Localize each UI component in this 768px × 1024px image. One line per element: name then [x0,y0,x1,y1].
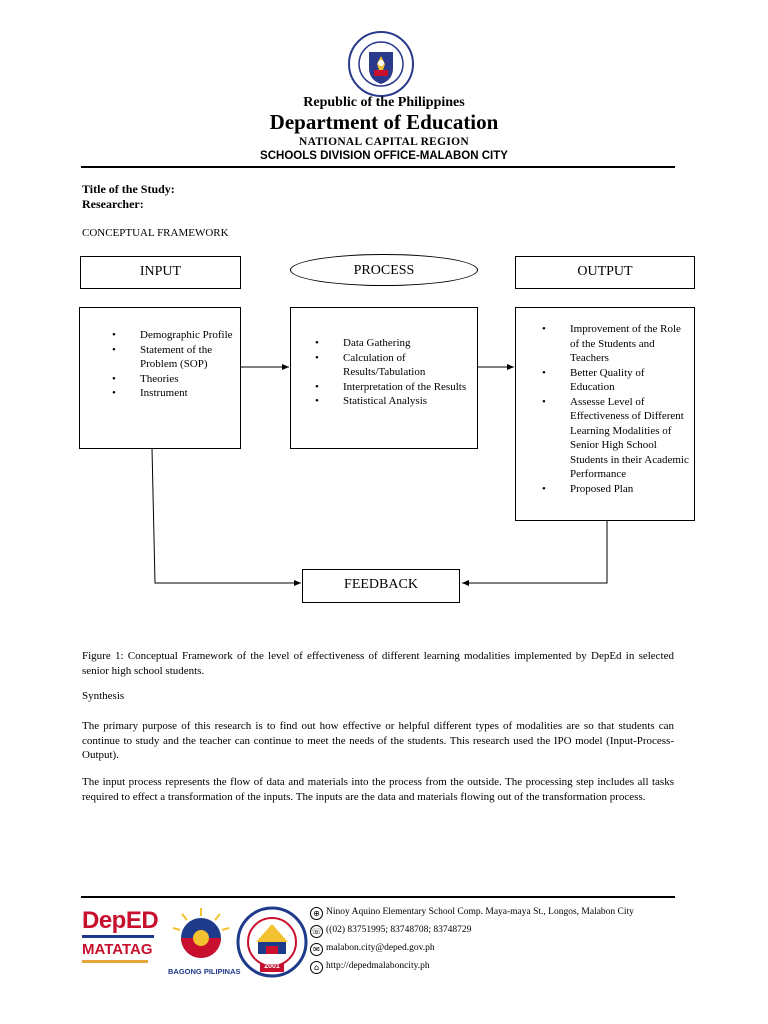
process-item: • Data Gathering [311,336,471,351]
body-paragraph: The input process represents the flow of data and materials into the process from the outside. The processing step includes all tasks required to effect a transformation of the inputs. The inputs are the data and materials flowing out of the transformation process. [82,776,674,803]
footer-email: malabon.city@deped.gov.ph [326,943,435,953]
input-item: • Statement of the Problem (SOP) [108,343,234,372]
body-paragraph: The primary purpose of this research is to find out how effective or helpful different types of modalities are so that students can continue to study and the teacher can continue to meet the needs of the students. This research used the IPO model (Input-Process-Output). [82,720,674,761]
input-list [108,328,234,401]
input-item: • Demographic Profile [108,328,234,343]
matatag-logo-text: MATATAG [82,941,153,958]
bagong-pilipinas-text: BAGONG PILIPINAS [168,967,241,976]
footer-address: Ninoy Aquino Elementary School Comp. Maya-maya St., Longos, Malabon City [326,907,634,917]
output-item: • Assesse Level of Effectiveness of Different Learning Modalities of Senior High School Students in their Academic Performance [538,395,690,482]
input-header-box [80,256,241,289]
phone-icon: ☏ [311,927,322,936]
input-item: • Instrument [108,386,234,401]
process-box [290,307,478,449]
arrow-output-to-feedback [462,521,607,583]
arrow-input-to-feedback [152,448,301,583]
header-department: Department of Education [269,110,499,134]
website-icon: ⌂ [310,961,323,974]
output-item: • Proposed Plan [538,482,690,497]
footer-phone: ((02) 83751995; 83748708; 83748729 [326,925,472,935]
header-republic: Republic of the Philippines [303,95,465,110]
figure-caption: Figure 1: Conceptual Framework of the level of effectiveness of different learning modalities implemented by DepEd in selected senior high school students. [82,650,674,677]
matatag-tagline-bar [82,960,148,963]
header-division: SCHOOLS DIVISION OFFICE-MALABON CITY [260,150,508,162]
section-title: CONCEPTUAL FRAMEWORK [82,227,229,239]
sdo-seal-year: 2001 [264,963,280,970]
input-box [79,307,241,449]
process-item: • Interpretation of the Results [311,380,471,395]
study-researcher-label: Researcher: [82,197,144,211]
globe-icon: ⊕ [310,907,323,920]
email-icon: ✉ [310,943,323,956]
deped-logo-underline [82,935,154,938]
deped-logo-text: DepED [82,907,159,934]
study-title-label: Title of the Study: [82,182,175,196]
process-list [311,336,471,409]
output-item: • Improvement of the Role of the Students and Teachers [538,322,690,366]
feedback-label: FEEDBACK [344,577,418,592]
sdo-malabon-seal [236,906,308,978]
process-item: • Statistical Analysis [311,394,471,409]
input-header-label: INPUT [139,264,182,279]
process-header-label: PROCESS [353,263,415,278]
output-list [538,322,690,496]
output-header-box [515,256,695,289]
footer-website[interactable]: http://depedmalaboncity.ph [326,961,430,971]
process-item: • Calculation of Results/Tabulation [311,351,471,380]
footer-rule [81,896,675,898]
input-item: • Theories [108,372,234,387]
output-item: • Better Quality of Education [538,366,690,395]
synthesis-heading: Synthesis [82,690,125,702]
bagong-pilipinas-logo [168,906,241,978]
deped-matatag-logo [82,908,160,974]
header-region: NATIONAL CAPITAL REGION [298,136,470,148]
output-box [515,307,695,521]
feedback-box [302,569,460,603]
output-header-label: OUTPUT [577,264,633,279]
process-header-ellipse [290,254,478,286]
